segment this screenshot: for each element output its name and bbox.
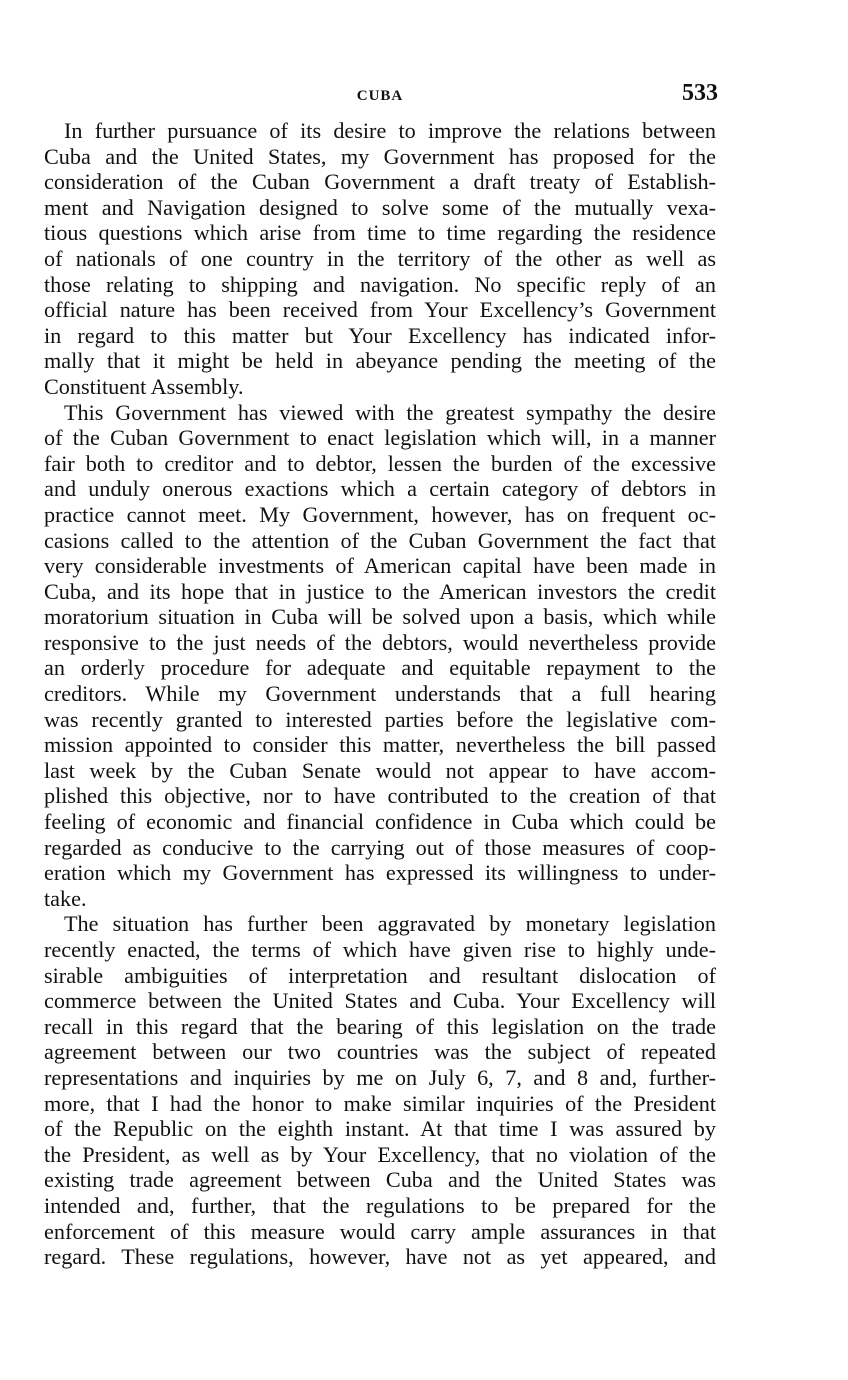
text-line: was recently granted to interested parties before the legislative com- bbox=[44, 706, 716, 732]
text-line: creditors. While my Government understands that a full hearing bbox=[44, 681, 716, 707]
text-line: sirable ambiguities of interpretation and resultant dislocation of bbox=[44, 962, 716, 988]
text-line: regarded as conducive to the carrying out of those measures of coop- bbox=[44, 834, 716, 860]
text-line: Constituent Assembly. bbox=[44, 373, 244, 399]
text-line: feeling of economic and financial confidence in Cuba which could be bbox=[44, 809, 716, 835]
text-line: mally that it might be held in abeyance pending the meeting of the bbox=[44, 348, 716, 374]
text-line: mission appointed to consider this matter, nevertheless the bill passed bbox=[44, 732, 716, 758]
text-line: fair both to creditor and to debtor, lessen the burden of the excessive bbox=[44, 450, 716, 476]
text-line: eration which my Government has expressed its willingness to under- bbox=[44, 860, 716, 886]
text-line: those relating to shipping and navigation. No specific reply of an bbox=[44, 271, 716, 297]
document-page bbox=[44, 78, 716, 1270]
running-title: CUBA bbox=[356, 88, 404, 104]
text-line: practice cannot meet. My Government, however, has on frequent oc- bbox=[44, 501, 716, 527]
text-line: of nationals of one country in the territory of the other as well as bbox=[44, 245, 716, 271]
paragraph bbox=[44, 118, 716, 400]
text-line: Cuba, and its hope that in justice to the American investors the credit bbox=[44, 578, 716, 604]
text-line: an orderly procedure for adequate and equitable repayment to the bbox=[44, 655, 716, 681]
text-line: The situation has further been aggravated by monetary legislation bbox=[64, 911, 716, 937]
text-line: casions called to the attention of the Cuban Government the fact that bbox=[44, 527, 716, 553]
paragraph bbox=[44, 911, 716, 1269]
text-line: recently enacted, the terms of which have given rise to highly unde- bbox=[44, 937, 716, 962]
body-text bbox=[44, 118, 716, 1270]
text-line: the President, as well as by Your Excellency, that no violation of the bbox=[44, 1141, 716, 1167]
running-header bbox=[44, 78, 716, 118]
text-line: more, that I had the honor to make similar inquiries of the President bbox=[44, 1090, 716, 1116]
text-line: in regard to this matter but Your Excellency has indicated infor- bbox=[44, 322, 716, 348]
text-line: enforcement of this measure would carry ample assurances in that bbox=[44, 1218, 716, 1244]
text-line: representations and inquiries by me on July 6, 7, and 8 and, further- bbox=[44, 1064, 716, 1090]
text-line: ment and Navigation designed to solve some of the mutually vexa- bbox=[44, 194, 716, 220]
text-line: plished this objective, nor to have contributed to the creation of that bbox=[44, 783, 716, 809]
text-line: of the Republic on the eighth instant. At that time I was assured by bbox=[44, 1116, 716, 1142]
text-line: commerce between the United States and Cuba. Your Excellency will bbox=[44, 988, 716, 1014]
text-line: recall in this regard that the bearing of this legislation on the trade bbox=[44, 1013, 716, 1039]
text-line: Cuba and the United States, my Government has proposed for the bbox=[44, 143, 716, 169]
text-line: In further pursuance of its desire to improve the relations between bbox=[64, 118, 716, 143]
text-line: intended and, further, that the regulations to be prepared for the bbox=[44, 1192, 716, 1218]
text-line: and unduly onerous exactions which a certain category of debtors in bbox=[44, 476, 716, 502]
text-line: regard. These regulations, however, have not as yet appeared, and bbox=[44, 1244, 716, 1270]
text-line: existing trade agreement between Cuba and the United States was bbox=[44, 1167, 716, 1193]
text-line: of the Cuban Government to enact legislation which will, in a manner bbox=[44, 425, 716, 451]
text-line: very considerable investments of American capital have been made in bbox=[44, 553, 716, 579]
text-line: official nature has been received from Your Excellency’s Government bbox=[44, 297, 716, 323]
text-line: agreement between our two countries was the subject of repeated bbox=[44, 1039, 716, 1065]
text-line: This Government has viewed with the greatest sympathy the desire bbox=[64, 399, 716, 425]
text-line: consideration of the Cuban Government a draft treaty of Establish- bbox=[44, 169, 716, 195]
paragraph bbox=[44, 400, 716, 912]
text-line: moratorium situation in Cuba will be solved upon a basis, which while bbox=[44, 604, 716, 630]
page-number: 533 bbox=[682, 80, 718, 106]
text-line: take. bbox=[44, 885, 87, 911]
text-line: responsive to the just needs of the debtors, would nevertheless provide bbox=[44, 629, 716, 655]
text-line: last week by the Cuban Senate would not appear to have accom- bbox=[44, 757, 716, 783]
text-line: tious questions which arise from time to time regarding the residence bbox=[44, 220, 716, 246]
